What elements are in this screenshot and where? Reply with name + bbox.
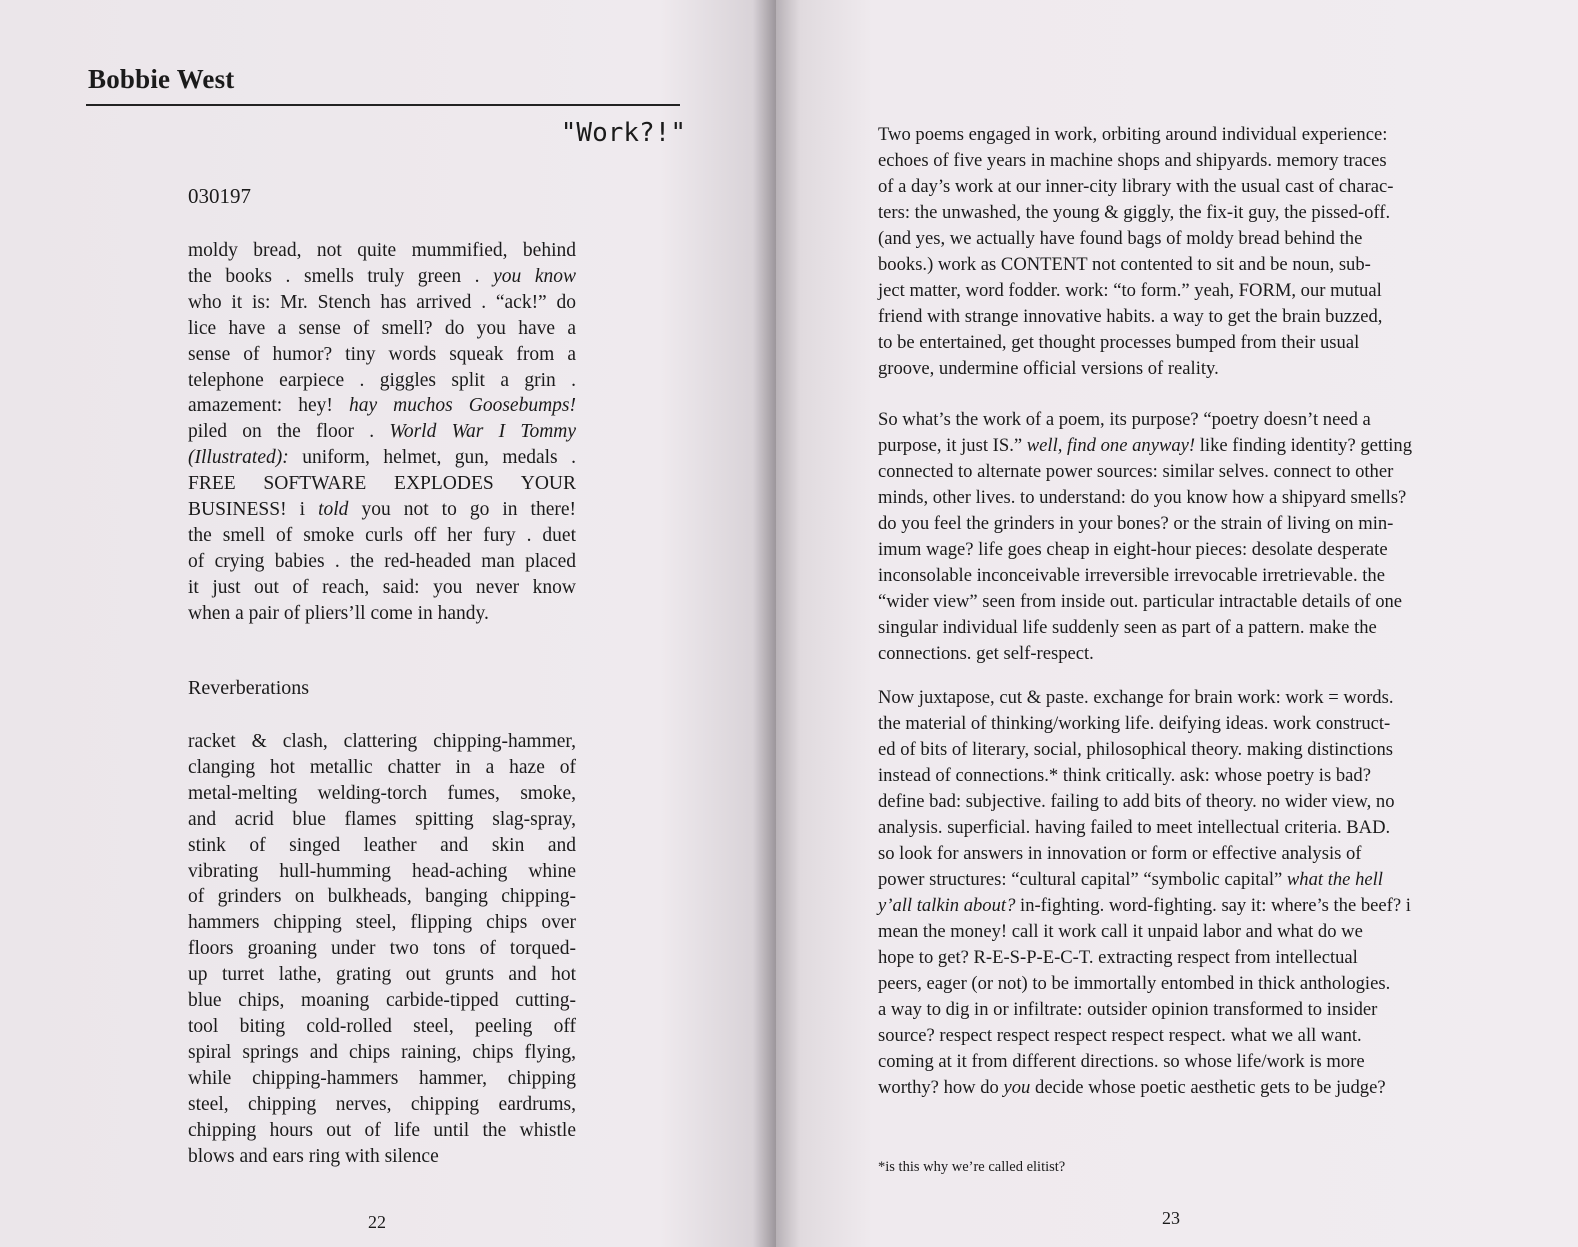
- prose-line: analysis. superficial. having failed to meet intellectual criteria. BAD.: [878, 817, 1391, 838]
- poem1-body: [188, 238, 576, 627]
- poem-line: moldy bread, not quite mummified, behind: [188, 240, 576, 261]
- poem-line: piled on the floor . World War I Tommy: [188, 421, 577, 443]
- poem-line: chipping hours out of life until the whistle: [188, 1119, 576, 1141]
- poem1-heading: 030197: [188, 184, 251, 208]
- prose-line: singular individual life suddenly seen as part of a pattern. make the: [878, 617, 1377, 638]
- prose-line: instead of connections.* think critically. ask: whose poetry is bad?: [878, 765, 1371, 786]
- poem-line: FREE SOFTWARE EXPLODES YOUR: [188, 473, 576, 495]
- prose-line: the material of thinking/working life. deifying ideas. work construct-: [878, 713, 1391, 734]
- poem-line: tool biting cold-rolled steel, peeling off: [188, 1015, 576, 1037]
- prose-line: coming at it from different directions. so whose life/work is more: [878, 1051, 1365, 1072]
- prose-line: source? respect respect respect respect respect. what we all want.: [878, 1025, 1362, 1046]
- prose-line: “wider view” seen from inside out. particular intractable details of one: [878, 591, 1403, 612]
- prose-line: purpose, it just IS.” well, find one anyway! like finding identity? getting: [878, 435, 1412, 456]
- prose-line: connected to alternate power sources: similar selves. connect to other: [878, 461, 1394, 482]
- poem-line: sense of humor? tiny words squeak from a: [188, 343, 576, 365]
- prose-line: power structures: “cultural capital” “symbolic capital” what the hell: [878, 869, 1383, 890]
- prose-line: ters: the unwashed, the young & giggly, the fix-it guy, the pissed-off.: [878, 202, 1391, 223]
- prose-line: So what’s the work of a poem, its purpose? “poetry doesn’t need a: [878, 409, 1371, 430]
- page-number-right: 23: [1162, 1208, 1180, 1228]
- prose-line: groove, undermine official versions of reality.: [878, 358, 1219, 379]
- left-page: [0, 0, 776, 1247]
- author-name: Bobbie West: [88, 64, 235, 94]
- poem-line: and acrid blue flames spitting slag-spray,: [188, 808, 576, 830]
- prose-line: imum wage? life goes cheap in eight-hour pieces: desolate desperate: [878, 539, 1388, 560]
- poem-line: while chipping-hammers hammer, chipping: [188, 1067, 576, 1089]
- poem-line: the smell of smoke curls off her fury . duet: [188, 524, 576, 546]
- poem-line: telephone earpiece . giggles split a grin .: [188, 369, 576, 391]
- prose-line: define bad: subjective. failing to add bits of theory. no wider view, no: [878, 791, 1395, 812]
- poem-line: hammers chipping steel, flipping chips over: [188, 912, 576, 934]
- poem-line: clanging hot metallic chatter in a haze of: [188, 756, 576, 778]
- header-rule: [86, 104, 680, 106]
- poem-line: floors groaning under two tons of torqued-: [188, 938, 576, 960]
- poem-line: stink of singed leather and skin and: [188, 834, 576, 856]
- poem-title: "Work?!": [560, 118, 686, 148]
- prose-line: friend with strange innovative habits. a way to get the brain buzzed,: [878, 306, 1383, 327]
- prose-paragraph-3: [878, 685, 1478, 1101]
- poem-line: up turret lathe, grating out grunts and hot: [188, 964, 576, 986]
- poem2-heading: Reverberations: [188, 677, 310, 699]
- prose-line: (and yes, we actually have found bags of moldy bread behind the: [878, 228, 1363, 249]
- poem-line: amazement: hey! hay muchos Goosebumps!: [188, 395, 576, 417]
- prose-line: of a day’s work at our inner-city library with the usual cast of charac-: [878, 176, 1394, 197]
- prose-line: ed of bits of literary, social, philosophical theory. making distinctions: [878, 739, 1394, 760]
- poem-line: metal-melting welding-torch fumes, smoke,: [188, 782, 576, 804]
- poem-line: of grinders on bulkheads, banging chipping-: [188, 886, 576, 908]
- poem-line: steel, chipping nerves, chipping eardrums,: [188, 1093, 576, 1115]
- prose-line: mean the money! call it work call it unpaid labor and what do we: [878, 921, 1363, 942]
- footnote: *is this why we’re called elitist?: [878, 1159, 1066, 1175]
- prose-line: inconsolable inconceivable irreversible irrevocable irretrievable. the: [878, 565, 1385, 586]
- prose-line: books.) work as CONTENT not contented to sit and be noun, sub-: [878, 254, 1371, 275]
- prose-line: Two poems engaged in work, orbiting around individual experience:: [878, 124, 1388, 145]
- prose-paragraph-2: [878, 407, 1478, 667]
- poem-line: spiral springs and chips raining, chips flying,: [188, 1041, 576, 1063]
- poem2-body: [188, 729, 576, 1169]
- prose-paragraph-1: [878, 122, 1478, 382]
- prose-line: Now juxtapose, cut & paste. exchange for brain work: work = words.: [878, 687, 1394, 708]
- poem-line: when a pair of pliers’ll come in handy.: [188, 602, 489, 624]
- poem-line: it just out of reach, said: you never know: [188, 576, 576, 598]
- prose-line: y’all talkin about? in-fighting. word-fighting. say it: where’s the beef? i: [878, 895, 1411, 916]
- prose-line: echoes of five years in machine shops and shipyards. memory traces: [878, 150, 1387, 171]
- prose-line: hope to get? R-E-S-P-E-C-T. extracting respect from intellectual: [878, 947, 1358, 968]
- prose-line: so look for answers in innovation or form or effective analysis of: [878, 843, 1362, 864]
- poem-line: BUSINESS! i told you not to go in there!: [188, 499, 577, 521]
- poem-line: blue chips, moaning carbide-tipped cutting-: [188, 990, 576, 1012]
- poem-line: vibrating hull-humming head-aching whine: [188, 860, 576, 882]
- poem-line: (Illustrated): uniform, helmet, gun, medals .: [188, 447, 577, 469]
- poem-line: lice have a sense of smell? do you have a: [188, 317, 576, 339]
- prose-line: connections. get self-respect.: [878, 643, 1094, 664]
- poem-line: of crying babies . the red-headed man placed: [188, 550, 576, 572]
- prose-line: do you feel the grinders in your bones? or the strain of living on min-: [878, 513, 1394, 534]
- poem-line: blows and ears ring with silence: [188, 1145, 439, 1167]
- prose-line: to be entertained, get thought processes bumped from their usual: [878, 332, 1360, 353]
- prose-line: worthy? how do you decide whose poetic aesthetic gets to be judge?: [878, 1077, 1386, 1098]
- prose-line: peers, eager (or not) to be immortally entombed in thick anthologies.: [878, 973, 1391, 994]
- poem-line: who it is: Mr. Stench has arrived . “ack!” do: [188, 291, 576, 313]
- prose-line: minds, other lives. to understand: do you know how a shipyard smells?: [878, 487, 1407, 508]
- poem-line: racket & clash, clattering chipping-hammer,: [188, 731, 576, 752]
- poem-line: the books . smells truly green . you know: [188, 265, 576, 287]
- prose-line: ject matter, word fodder. work: “to form.” yeah, FORM, our mutual: [878, 280, 1382, 301]
- prose-line: a way to dig in or infiltrate: outsider opinion transformed to insider: [878, 999, 1378, 1020]
- page-number-left: 22: [368, 1212, 386, 1232]
